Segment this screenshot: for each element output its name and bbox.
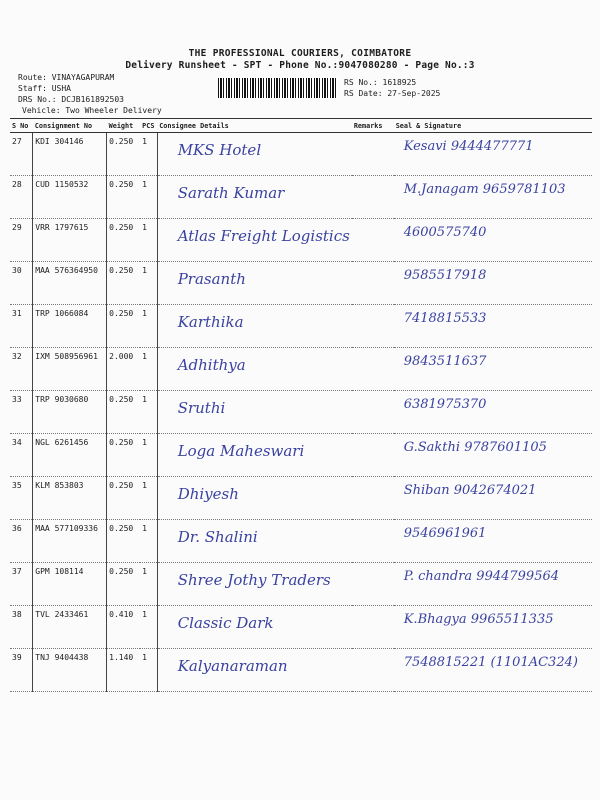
row-consignment-no: CUD 1150532 [35,180,89,189]
row-remarks-cell [352,133,394,176]
row-sno: 35 [12,481,22,490]
row-pcs-cell [140,219,157,262]
row-pcs-cell [140,133,157,176]
row-sno-cell [10,606,33,649]
row-consignment-no: MAA 576364950 [35,266,98,275]
row-consignee-cell [157,262,352,305]
row-consignment-no-cell [33,649,107,692]
row-weight: 0.410 [109,610,134,619]
col-weight: Weight [107,119,141,133]
row-consignee: Kalyanaraman [177,657,288,675]
table-row [10,219,592,262]
row-sno: 37 [12,567,22,576]
row-pcs: 1 [142,223,147,232]
row-sno-cell [10,262,33,305]
row-consignee: Adhithya [177,356,246,374]
row-consignee-cell [157,606,352,649]
row-consignee: MKS Hotel [177,141,262,159]
row-weight-cell [107,305,141,348]
row-consignee-cell [157,434,352,477]
row-sno: 34 [12,438,22,447]
row-consignment-no: GPM 108114 [35,567,84,576]
row-signature-cell [394,391,592,434]
row-pcs: 1 [142,653,147,662]
row-signature-cell [394,176,592,219]
table-row [10,305,592,348]
row-sno: 30 [12,266,22,275]
row-remarks-cell [352,262,394,305]
row-signature-cell [394,649,592,692]
row-sno-cell [10,391,33,434]
row-pcs-cell [140,176,157,219]
row-pcs: 1 [142,137,147,146]
row-pcs-cell [140,520,157,563]
row-consignee: Dr. Shalini [177,528,258,546]
row-consignment-no: VRR 1797615 [35,223,89,232]
row-remarks-cell [352,649,394,692]
row-signature: Kesavi 9444477771 [403,139,534,154]
table-row [10,520,592,563]
table-row [10,176,592,219]
row-consignment-no: IXM 508956961 [35,352,98,361]
row-consignment-no-cell [33,434,107,477]
row-remarks-cell [352,434,394,477]
row-weight: 2.000 [109,352,134,361]
row-pcs: 1 [142,438,147,447]
row-weight: 0.250 [109,266,134,275]
route-label: Route: VINAYAGAPURAM [18,73,115,82]
row-consignment-no: NGL 6261456 [35,438,89,447]
row-weight: 0.250 [109,309,134,318]
row-sno-cell [10,305,33,348]
row-consignment-no-cell [33,262,107,305]
row-signature: G.Sakthi 9787601105 [403,440,547,455]
row-signature: M.Janagam 9659781103 [403,182,566,197]
row-pcs-cell [140,606,157,649]
row-signature: Shiban 9042674021 [403,483,537,498]
table-row [10,434,592,477]
row-signature-cell [394,520,592,563]
row-signature-cell [394,262,592,305]
staff-label: Staff: USHA [18,84,71,93]
row-sno-cell [10,477,33,520]
col-remarks: Remarks [352,119,394,133]
row-consignee-cell [157,391,352,434]
row-consignee-cell [157,348,352,391]
row-consignee: Sarath Kumar [177,184,285,202]
row-consignee: Prasanth [177,270,246,288]
row-sno: 36 [12,524,22,533]
row-consignment-no-cell [33,606,107,649]
row-weight-cell [107,219,141,262]
row-weight-cell [107,434,141,477]
row-consignee-cell [157,176,352,219]
row-weight: 0.250 [109,438,134,447]
row-weight-cell [107,563,141,606]
table-row [10,133,592,176]
row-consignee-cell [157,649,352,692]
row-pcs-cell [140,262,157,305]
row-remarks-cell [352,219,394,262]
row-consignment-no: TRP 9030680 [35,395,89,404]
row-pcs: 1 [142,266,147,275]
row-weight-cell [107,520,141,563]
row-weight: 0.250 [109,395,134,404]
row-pcs: 1 [142,610,147,619]
row-sno-cell [10,348,33,391]
row-consignment-no: KDI 304146 [35,137,84,146]
row-remarks-cell [352,477,394,520]
row-consignment-no-cell [33,348,107,391]
col-consignment: Consignment No [33,119,107,133]
row-pcs: 1 [142,352,147,361]
row-consignee-cell [157,305,352,348]
row-consignment-no: MAA 577109336 [35,524,98,533]
row-pcs-cell [140,348,157,391]
row-remarks-cell [352,176,394,219]
table-row [10,649,592,692]
row-signature: 7418815533 [403,311,487,326]
row-weight: 0.250 [109,567,134,576]
row-consignee: Shree Jothy Traders [177,571,331,589]
row-sno-cell [10,649,33,692]
row-signature: K.Bhagya 9965511335 [403,612,554,627]
row-consignee: Karthika [177,313,244,331]
row-signature: 7548815221 (1101AC324) [403,655,578,670]
table-row [10,477,592,520]
row-weight: 0.250 [109,137,134,146]
col-signature: Seal & Signature [394,119,592,133]
row-pcs-cell [140,477,157,520]
row-weight: 1.140 [109,653,134,662]
row-weight-cell [107,606,141,649]
row-pcs-cell [140,649,157,692]
row-remarks-cell [352,348,394,391]
row-sno-cell [10,520,33,563]
row-consignment-no-cell [33,477,107,520]
row-signature-cell [394,477,592,520]
row-signature: 9546961961 [403,526,487,541]
row-weight-cell [107,477,141,520]
row-sno-cell [10,176,33,219]
row-consignment-no-cell [33,305,107,348]
row-consignment-no: TRP 1066084 [35,309,89,318]
row-pcs-cell [140,563,157,606]
row-consignee: Atlas Freight Logistics [177,227,350,245]
row-consignment-no-cell [33,219,107,262]
row-signature: 9585517918 [403,268,487,283]
row-consignee: Sruthi [177,399,226,417]
row-consignee-cell [157,520,352,563]
row-consignee: Loga Maheswari [177,442,305,460]
row-remarks-cell [352,520,394,563]
row-signature: 9843511637 [403,354,487,369]
table-row [10,262,592,305]
row-pcs: 1 [142,395,147,404]
row-signature-cell [394,434,592,477]
row-signature-cell [394,133,592,176]
row-pcs: 1 [142,180,147,189]
runsheet-title: THE PROFESSIONAL COURIERS, COIMBATORE [188,48,412,59]
row-consignment-no: TNJ 9404438 [35,653,89,662]
rs-date: RS Date: 27-Sep-2025 [344,89,441,98]
row-pcs: 1 [142,309,147,318]
row-signature: 6381975370 [403,397,487,412]
row-remarks-cell [352,563,394,606]
row-pcs-cell [140,305,157,348]
row-signature-cell [394,606,592,649]
row-signature: 4600575740 [403,225,487,240]
row-weight: 0.250 [109,524,134,533]
barcode [218,78,338,98]
row-pcs: 1 [142,567,147,576]
row-sno-cell [10,133,33,176]
row-sno: 31 [12,309,22,318]
row-weight-cell [107,391,141,434]
meta-right [344,77,440,99]
row-sno-cell [10,563,33,606]
row-remarks-cell [352,305,394,348]
table-row [10,348,592,391]
row-consignment-no: TVL 2433461 [35,610,89,619]
col-sno: S No [10,119,33,133]
row-pcs: 1 [142,524,147,533]
row-sno: 28 [12,180,22,189]
row-sno-cell [10,434,33,477]
row-consignment-no-cell [33,520,107,563]
row-weight: 0.250 [109,481,134,490]
row-remarks-cell [352,391,394,434]
row-signature-cell [394,563,592,606]
row-consignee-cell [157,477,352,520]
meta-left [18,72,162,116]
table-header-row [10,119,592,133]
row-weight-cell [107,649,141,692]
table-row [10,391,592,434]
row-consignee: Classic Dark [177,614,274,632]
row-sno-cell [10,219,33,262]
row-signature: P. chandra 9944799564 [403,569,560,584]
row-weight-cell [107,262,141,305]
row-consignee-cell [157,133,352,176]
row-consignee-cell [157,563,352,606]
row-consignment-no-cell [33,563,107,606]
row-consignment-no-cell [33,391,107,434]
row-sno: 33 [12,395,22,404]
row-consignment-no-cell [33,133,107,176]
row-pcs: 1 [142,481,147,490]
vehicle-label: Vehicle: Two Wheeler Delivery [22,106,162,115]
row-signature-cell [394,305,592,348]
row-weight: 0.250 [109,180,134,189]
table-row [10,563,592,606]
row-weight-cell [107,133,141,176]
row-sno: 29 [12,223,22,232]
row-consignee: Dhiyesh [177,485,239,503]
row-signature-cell [394,219,592,262]
col-pcs: PCS [140,119,157,133]
row-weight-cell [107,348,141,391]
row-remarks-cell [352,606,394,649]
row-weight-cell [107,176,141,219]
runsheet-table [10,118,592,692]
col-consignee: Consignee Details [157,119,352,133]
row-sno: 32 [12,352,22,361]
row-pcs-cell [140,391,157,434]
row-weight: 0.250 [109,223,134,232]
row-sno: 38 [12,610,22,619]
table-row [10,606,592,649]
row-consignee-cell [157,219,352,262]
row-signature-cell [394,348,592,391]
row-sno: 27 [12,137,22,146]
rs-number: RS No.: 1618925 [344,78,417,87]
row-pcs-cell [140,434,157,477]
row-sno: 39 [12,653,22,662]
drs-label: DRS No.: DCJB161892503 [18,95,124,104]
runsheet-subtitle: Delivery Runsheet - SPT - Phone No.:9047080280 - Page No.:3 [125,60,475,71]
row-consignment-no-cell [33,176,107,219]
row-consignment-no: KLM 853803 [35,481,84,490]
